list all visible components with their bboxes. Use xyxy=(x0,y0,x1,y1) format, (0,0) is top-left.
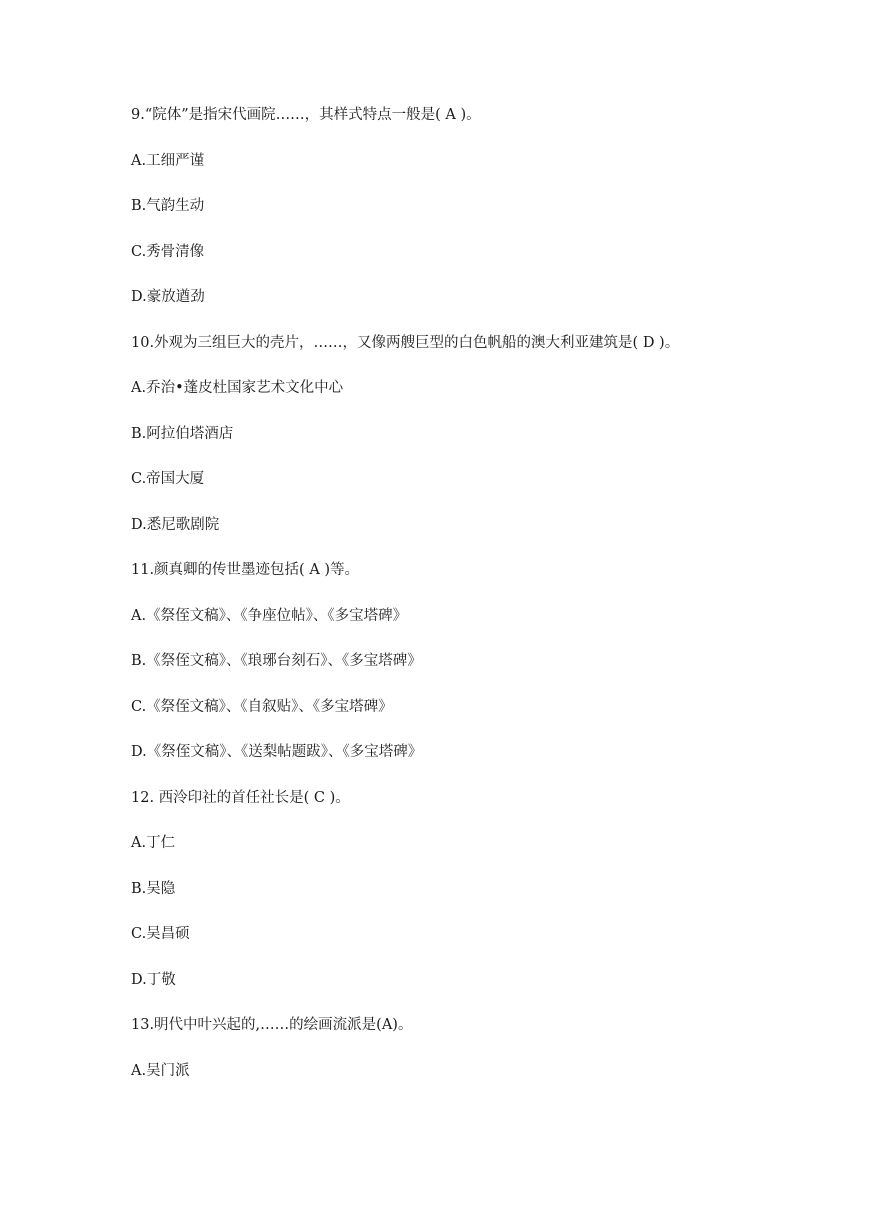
option-a: A.《祭侄文稿》、《争座位帖》、《多宝塔碑》 xyxy=(131,607,408,624)
option-c: C.吴昌硕 xyxy=(131,926,190,942)
question-stem: 12. 西泠印社的首任社长是( C )。 xyxy=(131,789,350,806)
option-b: B.阿拉伯塔酒店 xyxy=(131,425,234,442)
option-c: C.秀骨清像 xyxy=(131,243,205,260)
question-9 xyxy=(131,104,831,308)
option-c: C.帝国大厦 xyxy=(131,471,205,487)
option-a: A.乔治•蓬皮杜国家艺术文化中心 xyxy=(131,380,344,396)
question-stem: 11.颜真卿的传世墨迹包括( A )等。 xyxy=(131,562,360,578)
option-d: D.丁敬 xyxy=(131,971,176,988)
question-stem: 9.“院体”是指宋代画院……，其样式特点一般是( A )。 xyxy=(131,107,481,123)
option-d: D.豪放遒劲 xyxy=(131,289,205,305)
question-stem: 10.外观为三组巨大的壳片，……，又像两艘巨型的白色帆船的澳大利亚建筑是( D )。 xyxy=(131,334,680,351)
option-d: D.《祭侄文稿》、《送梨帖题跋》、《多宝塔碑》 xyxy=(131,744,423,760)
option-b: B.《祭侄文稿》、《琅琊台刻石》、《多宝塔碑》 xyxy=(131,653,422,669)
option-c: C.《祭侄文稿》、《自叙贴》、《多宝塔碑》 xyxy=(131,698,393,715)
question-stem: 13.明代中叶兴起的,……的绘画流派是(A)。 xyxy=(131,1017,413,1033)
question-10 xyxy=(131,332,831,536)
option-a: A.吴门派 xyxy=(131,1062,190,1079)
document-page xyxy=(131,104,831,1105)
option-b: B.气韵生动 xyxy=(131,198,205,214)
option-a: A.工细严谨 xyxy=(131,152,205,169)
question-11 xyxy=(131,559,831,763)
question-12 xyxy=(131,787,831,991)
question-13 xyxy=(131,1014,831,1082)
option-a: A.丁仁 xyxy=(131,835,176,851)
option-d: D.悉尼歌剧院 xyxy=(131,516,220,533)
option-b: B.吴隐 xyxy=(131,880,176,897)
